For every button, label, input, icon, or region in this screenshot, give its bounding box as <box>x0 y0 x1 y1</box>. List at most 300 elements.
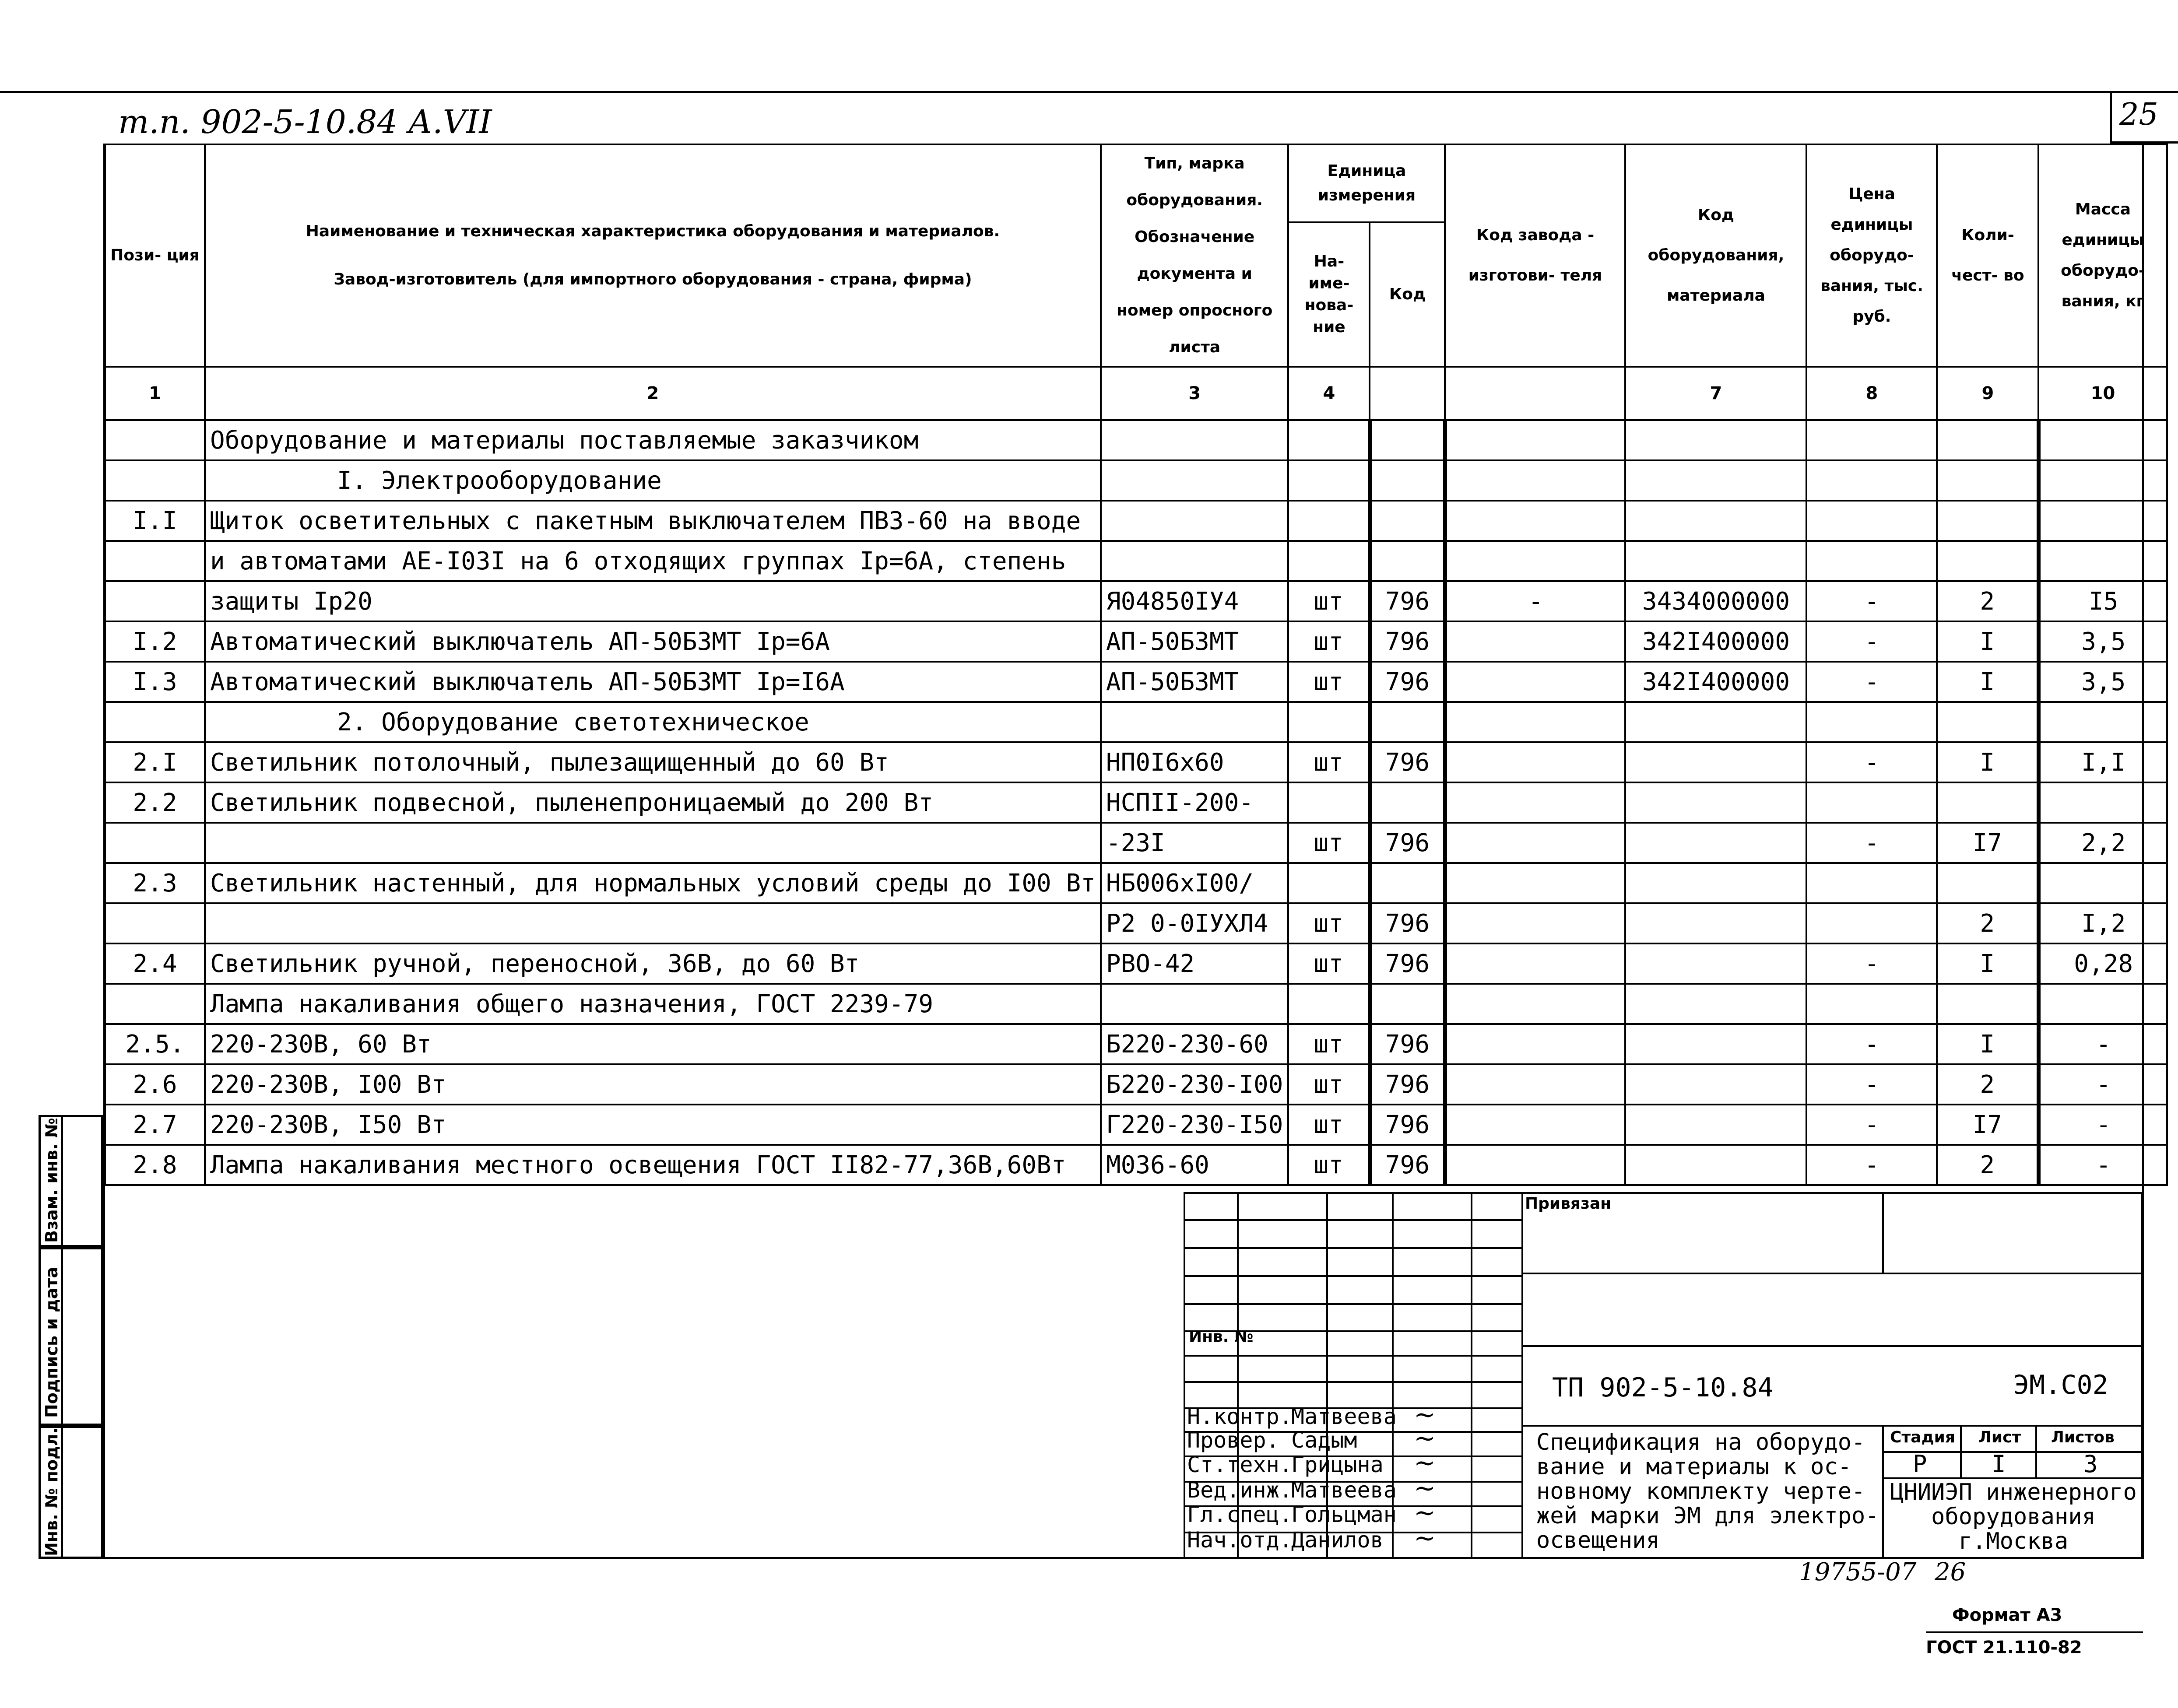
header-position: Пози- ция <box>105 144 205 367</box>
row-price: - <box>1806 742 1937 782</box>
row-factory-code <box>1445 863 1625 903</box>
row-name: 220-230В, 60 Вт <box>205 1024 1101 1064</box>
row-mass: 3,5 <box>2038 662 2167 702</box>
row-position: 2.7 <box>105 1105 205 1145</box>
row-position <box>105 903 205 943</box>
row-type: РВО-42 <box>1101 943 1289 984</box>
row-factory-code <box>1445 1145 1625 1185</box>
row-equipment-code: 342I400000 <box>1625 662 1806 702</box>
row-factory-code <box>1445 742 1625 782</box>
row-mass: I,2 <box>2038 903 2167 943</box>
header-quantity: Коли- чест- во <box>1937 144 2038 367</box>
row-quantity <box>1937 863 2038 903</box>
tb-grid-line <box>1521 1345 2143 1347</box>
row-unit: шт <box>1288 823 1370 863</box>
sheet-label: Лист <box>1978 1428 2021 1446</box>
row-unit-code <box>1370 501 1445 541</box>
standard-label: ГОСТ 21.110-82 <box>1926 1638 2082 1658</box>
row-unit: шт <box>1288 1145 1370 1185</box>
row-unit-code: 796 <box>1370 903 1445 943</box>
drawing-title-line: освещения <box>1536 1527 1660 1554</box>
drawing-title-line: жей марки ЭМ для электро- <box>1536 1503 1879 1529</box>
signature-role: Ст.техн. <box>1187 1452 1293 1477</box>
table-row <box>105 662 2167 702</box>
row-type: НБ006хI00/ <box>1101 863 1289 903</box>
row-unit: шт <box>1288 1024 1370 1064</box>
row-price <box>1806 460 1937 501</box>
sheets-label: Листов <box>2051 1428 2115 1446</box>
row-type: НП0I6х60 <box>1101 742 1289 782</box>
table-row <box>105 501 2167 541</box>
row-equipment-code <box>1625 1064 1806 1105</box>
row-factory-code <box>1445 621 1625 662</box>
stage-label: Стадия <box>1890 1428 1955 1446</box>
drawing-code-text: ТП 902-5-10.84 <box>1552 1372 1774 1403</box>
header-name-line2: Завод-изготовитель (для импортного оборудования - страна, фирма) <box>334 270 972 288</box>
col-number: 2 <box>205 367 1101 420</box>
table-row <box>105 460 2167 501</box>
row-mass <box>2038 863 2167 903</box>
row-quantity <box>1937 782 2038 823</box>
row-unit-code: 796 <box>1370 742 1445 782</box>
row-mass <box>2038 984 2167 1024</box>
document-code-handwritten: т.п. 902-5-10.84 А.VII <box>118 103 492 141</box>
signature-mark: ~ <box>1414 1399 1436 1430</box>
row-name <box>205 823 1101 863</box>
row-unit <box>1288 702 1370 742</box>
row-mass <box>2038 460 2167 501</box>
row-price <box>1806 420 1937 460</box>
col-number: 7 <box>1625 367 1806 420</box>
side-stamp-divider <box>61 1115 63 1559</box>
sheets-value: 3 <box>2083 1450 2098 1478</box>
row-unit <box>1288 863 1370 903</box>
header-name <box>205 144 1101 367</box>
row-position: 2.I <box>105 742 205 782</box>
row-unit: шт <box>1288 1105 1370 1145</box>
col-number: 4 <box>1288 367 1370 420</box>
row-unit-code: 796 <box>1370 1064 1445 1105</box>
row-unit <box>1288 420 1370 460</box>
tb-grid-line <box>1184 1381 1521 1383</box>
signature-mark: ~ <box>1414 1448 1436 1478</box>
signature-name: Садым <box>1291 1427 1357 1453</box>
row-price <box>1806 782 1937 823</box>
specification-table <box>104 144 2168 1186</box>
row-quantity: I <box>1937 742 2038 782</box>
row-position: 2.3 <box>105 863 205 903</box>
header-row <box>105 144 2167 222</box>
row-position <box>105 984 205 1024</box>
row-equipment-code <box>1625 420 1806 460</box>
drawing-code <box>1552 1372 1774 1403</box>
header-name-line1: Наименование и техническая характеристика оборудования и материалов. <box>306 222 1000 240</box>
row-price: - <box>1806 823 1937 863</box>
row-quantity <box>1937 420 2038 460</box>
sheet-top-border <box>0 91 2178 93</box>
table-row <box>105 541 2167 581</box>
row-equipment-code: 3434000000 <box>1625 581 1806 621</box>
signature-name: Гольцман <box>1291 1502 1397 1527</box>
row-type: НСПII-200- <box>1101 782 1289 823</box>
header-mass: Масса единицы оборудо- вания, кг <box>2038 144 2167 367</box>
row-unit <box>1288 460 1370 501</box>
tb-grid-line <box>1882 1192 1884 1273</box>
col-number <box>1370 367 1445 420</box>
side-label-podpis: Подпись и дата <box>42 1266 61 1418</box>
row-type: -23I <box>1101 823 1289 863</box>
row-factory-code <box>1445 943 1625 984</box>
row-equipment-code <box>1625 943 1806 984</box>
row-mass: I5 <box>2038 581 2167 621</box>
row-unit: шт <box>1288 1064 1370 1105</box>
row-unit-code <box>1370 702 1445 742</box>
row-name: Лампа накаливания общего назначения, ГОСТ 2239-79 <box>205 984 1101 1024</box>
row-position: 2.5. <box>105 1024 205 1064</box>
row-position <box>105 420 205 460</box>
organization-line: г.Москва <box>1958 1528 2069 1554</box>
organization-line: оборудования <box>1931 1504 2096 1530</box>
signature-role: Провер. <box>1187 1427 1279 1453</box>
tb-grid-line <box>1521 1192 1523 1559</box>
signature-role: Нач.отд. <box>1187 1527 1293 1553</box>
row-price: - <box>1806 1064 1937 1105</box>
row-equipment-code <box>1625 984 1806 1024</box>
archive-number: 19755-07 <box>1799 1558 1917 1586</box>
row-mass: - <box>2038 1105 2167 1145</box>
row-equipment-code <box>1625 1024 1806 1064</box>
row-quantity: 2 <box>1937 581 2038 621</box>
signature-role: Гл.спец. <box>1187 1502 1293 1527</box>
row-price: - <box>1806 1145 1937 1185</box>
row-name: защиты Iр20 <box>205 581 1101 621</box>
col-number: 3 <box>1101 367 1289 420</box>
row-name: Щиток осветительных с пакетным выключателем ПВЗ-60 на вводе <box>205 501 1101 541</box>
signature-mark: ~ <box>1414 1498 1436 1528</box>
row-quantity: I7 <box>1937 823 2038 863</box>
column-numbers-row <box>105 367 2167 420</box>
row-position: 2.8 <box>105 1145 205 1185</box>
table-row <box>105 863 2167 903</box>
row-type: АП-50Б3МТ <box>1101 662 1289 702</box>
row-position: I.3 <box>105 662 205 702</box>
row-factory-code <box>1445 541 1625 581</box>
row-name: I. Электрооборудование <box>205 460 1101 501</box>
organization-line: ЦНИИЭП инженерного <box>1890 1479 2137 1505</box>
row-quantity <box>1937 541 2038 581</box>
row-unit <box>1288 984 1370 1024</box>
row-quantity <box>1937 984 2038 1024</box>
table-row <box>105 1064 2167 1105</box>
drawing-title-line: новному комплекту черте- <box>1536 1478 1865 1505</box>
signature-role: Н.контр. <box>1187 1404 1293 1429</box>
row-mass: 0,28 <box>2038 943 2167 984</box>
tb-grid-line <box>1184 1219 1521 1221</box>
row-unit-code: 796 <box>1370 1145 1445 1185</box>
row-name: 220-230В, I50 Вт <box>205 1105 1101 1145</box>
tb-grid-line <box>1960 1425 1962 1477</box>
col-number: 10 <box>2038 367 2167 420</box>
table-row <box>105 742 2167 782</box>
row-mass <box>2038 501 2167 541</box>
row-factory-code <box>1445 782 1625 823</box>
row-position: I.2 <box>105 621 205 662</box>
row-mass: - <box>2038 1145 2167 1185</box>
row-unit-code <box>1370 460 1445 501</box>
row-factory-code <box>1445 823 1625 863</box>
signature-role: Вед.инж. <box>1187 1477 1293 1503</box>
archive-sheet: 26 <box>1935 1558 1966 1586</box>
row-price: - <box>1806 581 1937 621</box>
row-type <box>1101 702 1289 742</box>
row-type <box>1101 420 1289 460</box>
row-type <box>1101 501 1289 541</box>
row-type: М036-60 <box>1101 1145 1289 1185</box>
row-unit-code: 796 <box>1370 1024 1445 1064</box>
row-quantity <box>1937 501 2038 541</box>
row-quantity: 2 <box>1937 1145 2038 1185</box>
row-type <box>1101 460 1289 501</box>
row-name: Светильник ручной, переносной, 36В, до 60 Вт <box>205 943 1101 984</box>
row-unit-code: 796 <box>1370 662 1445 702</box>
row-unit <box>1288 541 1370 581</box>
table-row <box>105 1145 2167 1185</box>
tb-grid-line <box>1184 1247 1521 1249</box>
col-number: 9 <box>1937 367 2038 420</box>
header-unit-code: Код <box>1370 222 1445 367</box>
row-type: Я04850IУ4 <box>1101 581 1289 621</box>
drawing-title <box>1536 1430 1879 1553</box>
row-unit-code: 796 <box>1370 621 1445 662</box>
row-name: 2. Оборудование светотехническое <box>205 702 1101 742</box>
header-unit-name: На- име- нова- ние <box>1288 222 1370 367</box>
row-position: I.I <box>105 501 205 541</box>
row-price: - <box>1806 1024 1937 1064</box>
row-position <box>105 541 205 581</box>
signature-name: Матвеева <box>1291 1404 1397 1429</box>
row-unit-code <box>1370 863 1445 903</box>
signature-mark: ~ <box>1414 1423 1436 1454</box>
table-row <box>105 581 2167 621</box>
row-unit: шт <box>1288 903 1370 943</box>
row-type <box>1101 984 1289 1024</box>
row-price <box>1806 501 1937 541</box>
row-quantity: I <box>1937 662 2038 702</box>
row-factory-code <box>1445 501 1625 541</box>
col-number: 1 <box>105 367 205 420</box>
row-mass <box>2038 782 2167 823</box>
row-name: 220-230В, I00 Вт <box>205 1064 1101 1105</box>
row-position: 2.4 <box>105 943 205 984</box>
row-name: Светильник потолочный, пылезащищенный до 60 Вт <box>205 742 1101 782</box>
signature-name: Данилов <box>1291 1527 1384 1553</box>
stage-value: Р <box>1913 1450 1927 1478</box>
row-mass <box>2038 420 2167 460</box>
row-mass: - <box>2038 1064 2167 1105</box>
row-name: и автоматами АЕ-I03I на 6 отходящих группах Iр=6А, степень <box>205 541 1101 581</box>
row-quantity: I <box>1937 943 2038 984</box>
row-unit-code <box>1370 541 1445 581</box>
row-price: - <box>1806 662 1937 702</box>
signature-mark: ~ <box>1414 1473 1436 1504</box>
header-equipment-code: Код оборудования, материала <box>1625 144 1806 367</box>
row-quantity: 2 <box>1937 903 2038 943</box>
row-mass: I,I <box>2038 742 2167 782</box>
table-row <box>105 1105 2167 1145</box>
side-label-vzam: Взам. инв. № <box>42 1118 61 1243</box>
row-equipment-code <box>1625 501 1806 541</box>
table-row <box>105 1024 2167 1064</box>
row-equipment-code <box>1625 782 1806 823</box>
row-name: Автоматический выключатель АП-50Б3МТ Iр=6А <box>205 621 1101 662</box>
row-unit: шт <box>1288 742 1370 782</box>
row-equipment-code <box>1625 1105 1806 1145</box>
header-price: Цена единицы оборудо- вания, тыс. руб. <box>1806 144 1937 367</box>
drawing-title-line: вание и материалы к ос- <box>1536 1454 1852 1480</box>
side-label-inv: Инв. № подл. <box>42 1427 61 1556</box>
header-unit: Единица измерения <box>1288 144 1445 222</box>
row-quantity <box>1937 702 2038 742</box>
row-unit-code: 796 <box>1370 943 1445 984</box>
row-price <box>1806 702 1937 742</box>
row-equipment-code <box>1625 702 1806 742</box>
row-name: Светильник подвесной, пыленепроницаемый до 200 Вт <box>205 782 1101 823</box>
tb-grid-line <box>2035 1425 2037 1477</box>
row-unit: шт <box>1288 621 1370 662</box>
signature-name: Матвеева <box>1291 1477 1397 1503</box>
row-position <box>105 581 205 621</box>
row-unit: шт <box>1288 581 1370 621</box>
table-row <box>105 702 2167 742</box>
row-equipment-code <box>1625 863 1806 903</box>
row-quantity: I <box>1937 621 2038 662</box>
row-factory-code <box>1445 662 1625 702</box>
row-factory-code <box>1445 1024 1625 1064</box>
row-factory-code <box>1445 1064 1625 1105</box>
row-factory-code <box>1445 903 1625 943</box>
row-equipment-code <box>1625 823 1806 863</box>
row-unit <box>1288 782 1370 823</box>
row-unit-code: 796 <box>1370 823 1445 863</box>
row-mass <box>2038 541 2167 581</box>
row-mass: 3,5 <box>2038 621 2167 662</box>
row-equipment-code <box>1625 742 1806 782</box>
row-factory-code <box>1445 420 1625 460</box>
row-quantity: I7 <box>1937 1105 2038 1145</box>
row-position <box>105 823 205 863</box>
drawing-title-line: Спецификация на оборудо- <box>1536 1429 1865 1455</box>
signature-mark: ~ <box>1414 1523 1436 1554</box>
table-row <box>105 903 2167 943</box>
signature-name: Грицына <box>1291 1452 1384 1477</box>
row-unit-code <box>1370 782 1445 823</box>
row-name: Автоматический выключатель АП-50Б3МТ Iр=I6А <box>205 662 1101 702</box>
row-unit: шт <box>1288 943 1370 984</box>
page-number: 25 <box>2119 96 2159 132</box>
row-equipment-code: 342I400000 <box>1625 621 1806 662</box>
row-equipment-code <box>1625 541 1806 581</box>
tb-grid-line <box>1521 1425 2143 1427</box>
row-mass: - <box>2038 1024 2167 1064</box>
tb-grid-line <box>1521 1273 2143 1274</box>
row-unit-code <box>1370 420 1445 460</box>
row-price: - <box>1806 1105 1937 1145</box>
table-row <box>105 943 2167 984</box>
inv-no-label: Инв. № <box>1189 1328 1254 1346</box>
row-type: Б220-230-60 <box>1101 1024 1289 1064</box>
row-position <box>105 460 205 501</box>
table-row <box>105 782 2167 823</box>
header-factory-code: Код завода - изготови- теля <box>1445 144 1625 367</box>
specification-rows <box>105 420 2167 1185</box>
table-row <box>105 984 2167 1024</box>
tb-grid-line <box>1184 1303 1521 1305</box>
row-name <box>205 903 1101 943</box>
row-position: 2.6 <box>105 1064 205 1105</box>
row-unit-code: 796 <box>1370 581 1445 621</box>
row-factory-code: - <box>1445 581 1625 621</box>
tb-grid-line <box>1184 1355 1521 1357</box>
row-price <box>1806 541 1937 581</box>
drawing-left-border <box>103 144 105 1559</box>
row-equipment-code <box>1625 903 1806 943</box>
row-unit: шт <box>1288 662 1370 702</box>
col-number <box>1445 367 1625 420</box>
row-unit-code <box>1370 984 1445 1024</box>
row-name: Лампа накаливания местного освещения ГОСТ II82-77,36В,60Вт <box>205 1145 1101 1185</box>
row-name: Светильник настенный, для нормальных условий среды до I00 Вт <box>205 863 1101 903</box>
row-equipment-code <box>1625 1145 1806 1185</box>
col-number: 8 <box>1806 367 1937 420</box>
row-quantity: 2 <box>1937 1064 2038 1105</box>
table-row <box>105 621 2167 662</box>
row-price <box>1806 863 1937 903</box>
table-row <box>105 420 2167 460</box>
row-type <box>1101 541 1289 581</box>
tb-grid-line <box>1882 1425 1884 1559</box>
row-name: Оборудование и материалы поставляемые заказчиком <box>205 420 1101 460</box>
row-type: Р2 0-0IУХЛ4 <box>1101 903 1289 943</box>
tb-grid-line <box>1184 1275 1521 1277</box>
sheet-code: ЭМ.С02 <box>2013 1370 2108 1400</box>
row-quantity <box>1937 460 2038 501</box>
organization <box>1885 1480 2142 1554</box>
privyazan-label: Привязан <box>1525 1195 1612 1213</box>
row-price: - <box>1806 943 1937 984</box>
row-position <box>105 702 205 742</box>
row-unit <box>1288 501 1370 541</box>
row-type: АП-50Б3МТ <box>1101 621 1289 662</box>
format-underline <box>1926 1631 2143 1633</box>
row-unit-code: 796 <box>1370 1105 1445 1145</box>
row-mass: 2,2 <box>2038 823 2167 863</box>
row-price <box>1806 903 1937 943</box>
row-quantity: I <box>1937 1024 2038 1064</box>
row-factory-code <box>1445 984 1625 1024</box>
row-price: - <box>1806 621 1937 662</box>
row-position: 2.2 <box>105 782 205 823</box>
row-mass <box>2038 702 2167 742</box>
table-row <box>105 823 2167 863</box>
row-equipment-code <box>1625 460 1806 501</box>
row-price <box>1806 984 1937 1024</box>
row-factory-code <box>1445 1105 1625 1145</box>
format-label: Формат А3 <box>1952 1605 2062 1625</box>
row-factory-code <box>1445 460 1625 501</box>
row-type: Г220-230-I50 <box>1101 1105 1289 1145</box>
header-type: Тип, марка оборудования. Обозначение документа и номер опросного листа <box>1101 144 1289 367</box>
sheet-value: I <box>1992 1450 2006 1478</box>
